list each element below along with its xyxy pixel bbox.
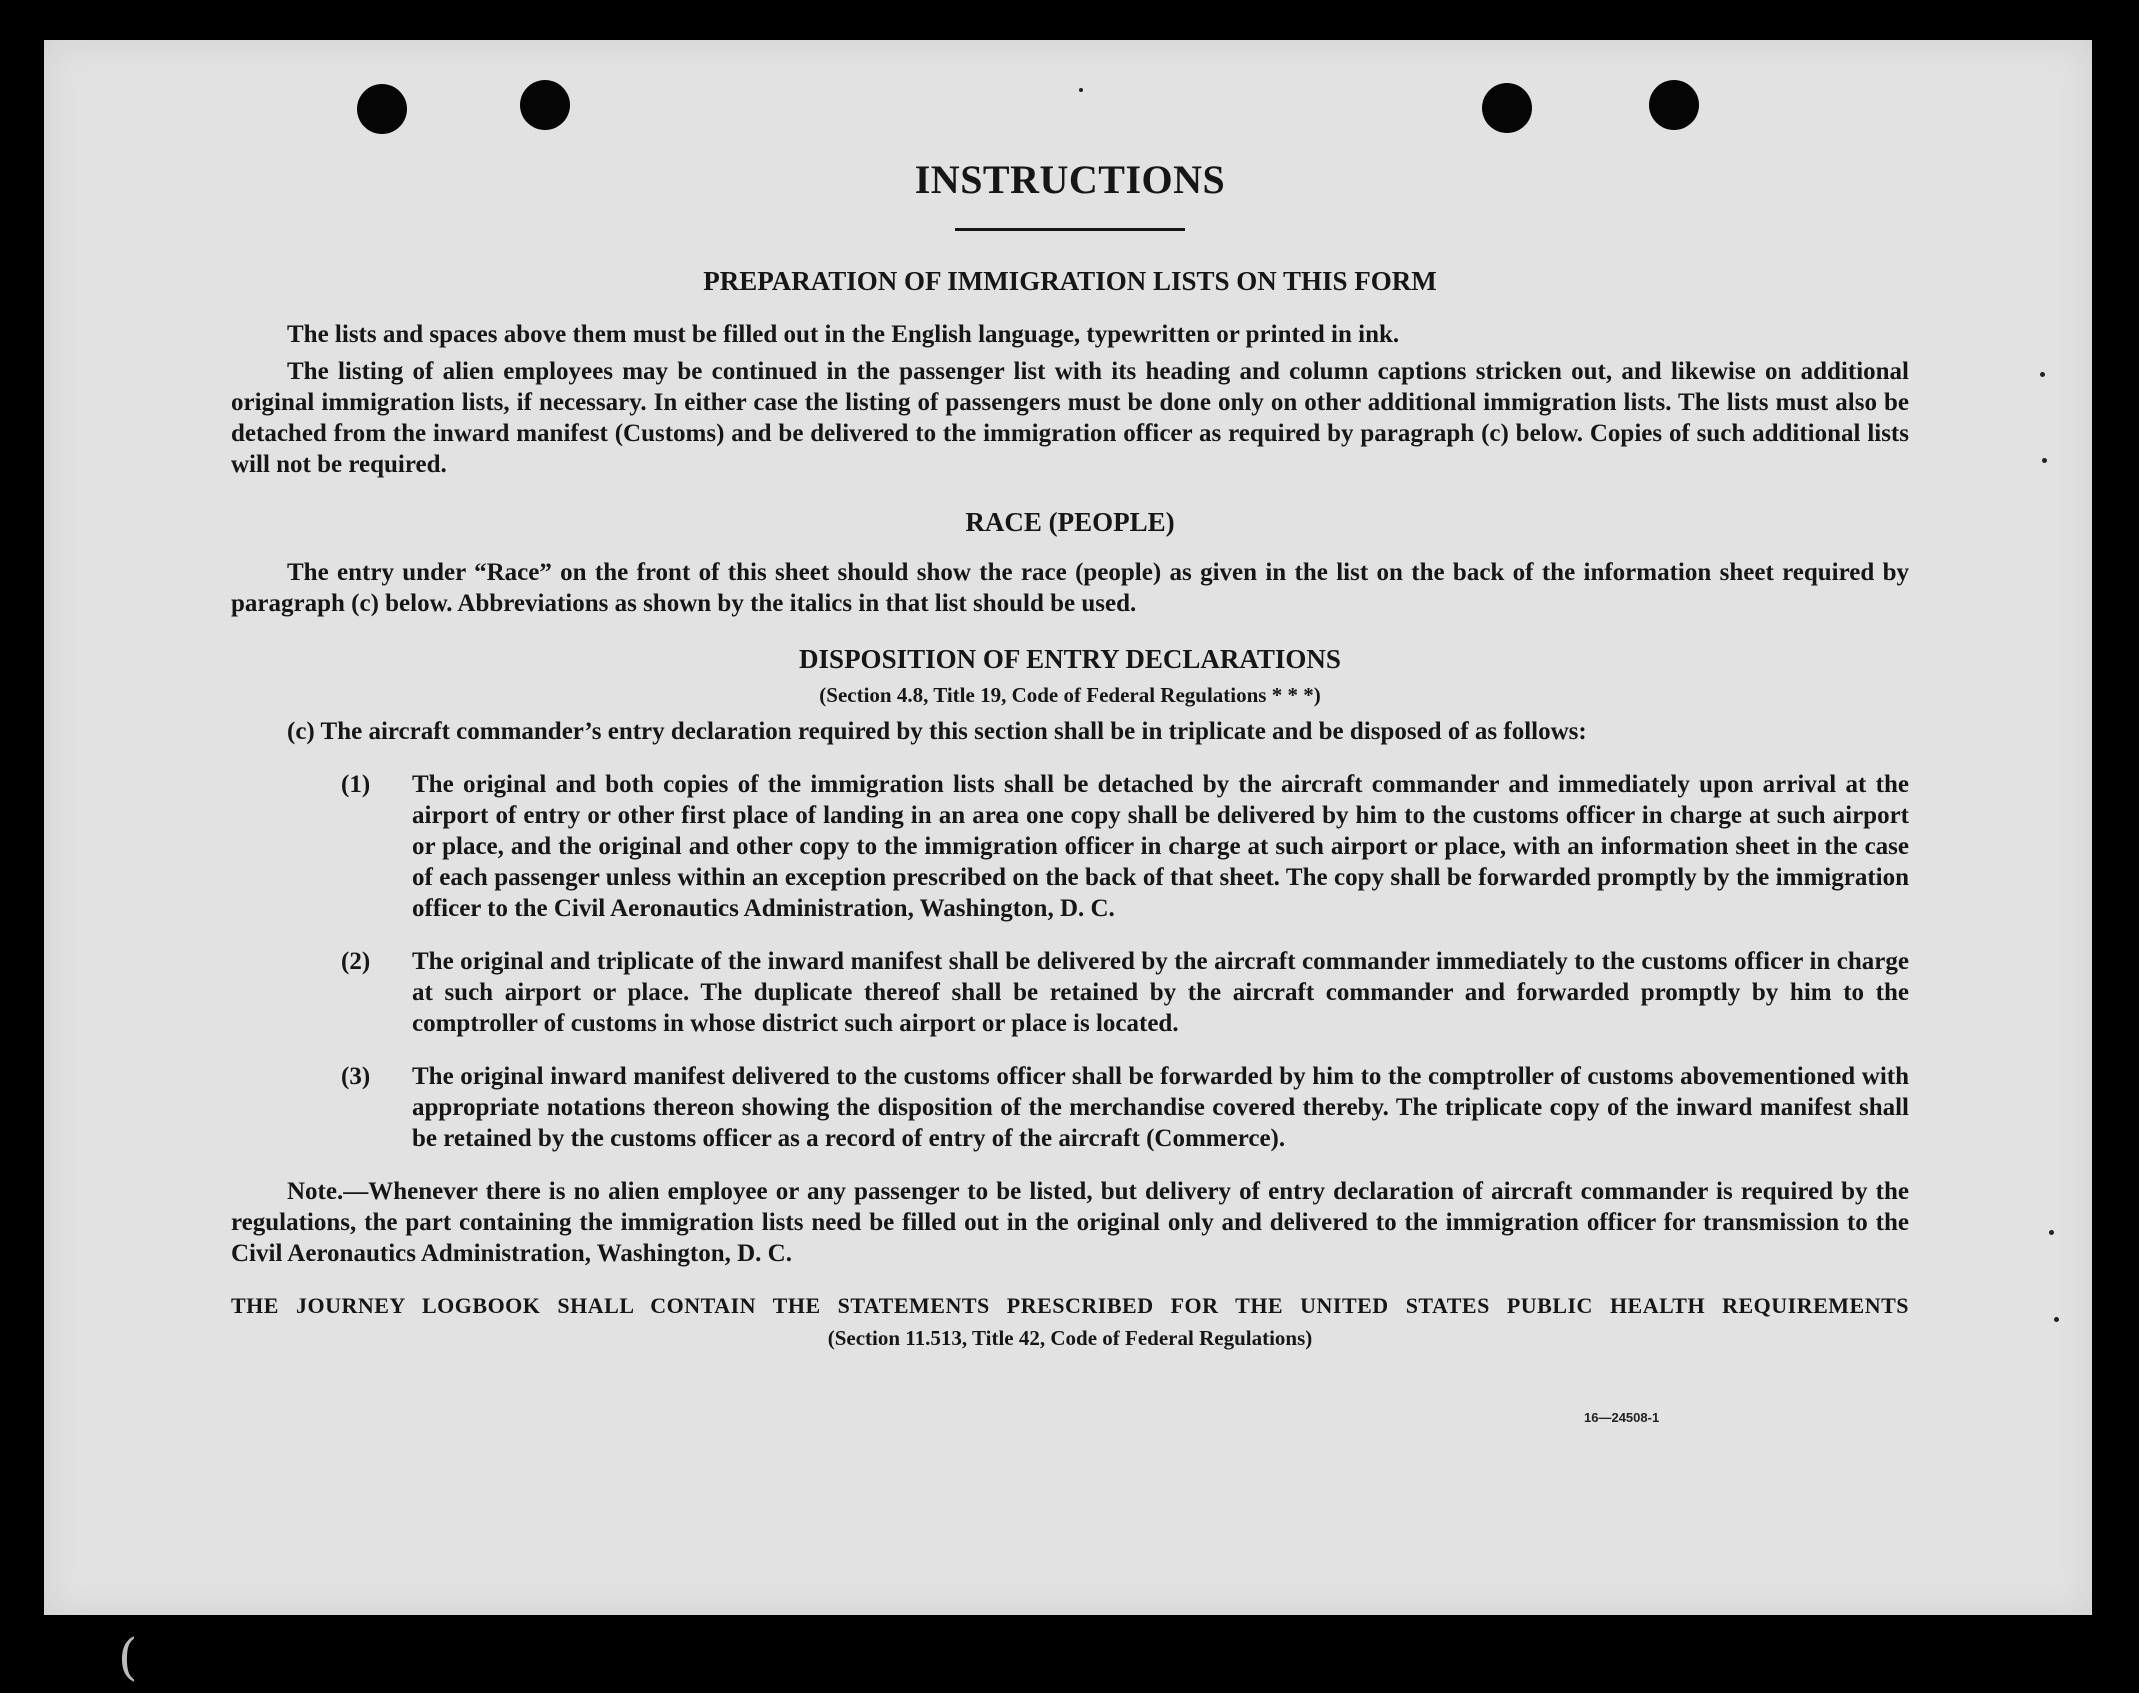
item-text: The original and both copies of the immigration lists shall be detached by the aircraft commander and immediately upon arrival at the airport of entry or other first place of landing in an area one copy shall be delivered by him to the customs officer in charge at such airport or place, and the original and other copy to the immigration officer in charge at such airport or place, with an information sheet in the case of each passenger unless within an exception prescribed on the back of that sheet. The copy shall be forwarded promptly by the immigration officer to the Civil Aeronautics Administration, Washington, D. C.	[412, 771, 1909, 923]
page-title: INSTRUCTIONS	[914, 157, 1226, 202]
document-sheet	[44, 40, 2092, 1615]
title-underline	[955, 228, 1185, 231]
speck	[2042, 458, 2047, 463]
speck	[1079, 88, 1083, 92]
disposition-item	[231, 769, 1909, 924]
note-paragraph: Note.—Whenever there is no alien employee or any passenger to be listed, but delivery of entry declaration of aircraft commander is required by the regulations, the part containing the immigration lists need be filled out in the original only and delivered to the immigration officer for transmission to the Civil Aeronautics Administration, Washington, D. C.	[231, 1178, 1909, 1268]
form-number: 16—24508-1	[1584, 1410, 1660, 1425]
disposition-item	[231, 946, 1909, 1039]
item-number: (1)	[341, 771, 371, 799]
instructions-text	[231, 120, 1909, 1351]
item-text: The original inward manifest delivered to the customs officer shall be forwarded by him to the comptroller of customs abovementioned with appropriate notations thereon showing the disposition of the merchandise covered thereby. The triplicate copy of the inward manifest shall be retained by the customs officer as a record of entry of the aircraft (Commerce).	[412, 1063, 1909, 1153]
health-reference: (Section 11.513, Title 42, Code of Federal Regulations)	[827, 1325, 1313, 1350]
preparation-paragraph-1: The lists and spaces above them must be filled out in the English language, typewritten or printed in ink.	[287, 321, 1400, 349]
item-number: (2)	[341, 948, 371, 976]
preparation-paragraph-2: The listing of alien employees may be continued in the passenger list with its heading and column captions stricken out, and likewise on additional original immigration lists, if necessary. In either case the listing of passengers must be done only on other additional immigration lists. The lists must also be detached from the inward manifest (Customs) and be delivered to the immigration officer as required by paragraph (c) below. Copies of such additional lists will not be required.	[231, 358, 1909, 479]
speck	[2040, 372, 2045, 377]
disposition-item	[231, 1061, 1909, 1154]
disposition-reference: (Section 4.8, Title 19, Code of Federal Regulations * * *)	[819, 683, 1321, 708]
race-paragraph: The entry under “Race” on the front of this sheet should show the race (people) as given in the list on the back of the information sheet required by paragraph (c) below. Abbreviations as shown by the italics in that list should be used.	[231, 558, 1909, 617]
item-number: (3)	[341, 1063, 371, 1091]
disposition-intro: (c) The aircraft commander’s entry declaration required by this section shall be in triplicate and be disposed of as follows:	[287, 718, 1587, 746]
disposition-heading: DISPOSITION OF ENTRY DECLARATIONS	[799, 643, 1341, 674]
health-statement: THE JOURNEY LOGBOOK SHALL CONTAIN THE STATEMENTS PRESCRIBED FOR THE UNITED STATES PUBLIC HEALTH REQUIREMENTS	[231, 1293, 1909, 1319]
preparation-heading: PREPARATION OF IMMIGRATION LISTS ON THIS FORM	[703, 266, 1437, 296]
item-text: The original and triplicate of the inward manifest shall be delivered by the aircraft commander immediately to the customs officer in charge at such airport or place. The duplicate thereof shall be retained by the aircraft commander and forwarded promptly by him to the comptroller of customs in whose district such airport or place is located.	[412, 948, 1909, 1038]
speck	[2049, 1230, 2054, 1235]
scan-edge-mark: (	[118, 1628, 138, 1686]
speck	[2054, 1317, 2059, 1322]
race-heading: RACE (PEOPLE)	[965, 507, 1175, 538]
